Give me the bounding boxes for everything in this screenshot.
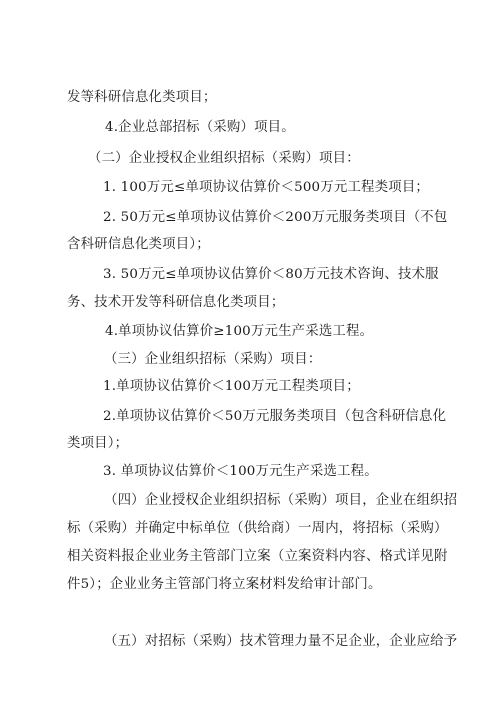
text-line-6: 含科研信息化类项目）；	[67, 237, 210, 252]
text-line-12: 2.单项协议估算价＜50万元服务类项目（包含科研信息化	[103, 409, 447, 424]
heading-section-5: （五）对招标（采购）技术管理力量不足企业，企业应给予	[104, 634, 458, 649]
text-line-16: 标（采购）并确定中标单位（供给商）一周内，将招标（采购）	[67, 521, 448, 536]
heading-section-4: （四）企业授权企业组织招标（采购）项目，企业在组织招	[104, 493, 458, 508]
text-line-5: 2. 50万元≤单项协议估算价＜200万元服务类项目（不包	[103, 210, 448, 225]
heading-section-3: （三）企业组织招标（采购）项目：	[104, 352, 322, 367]
text-line-18: 件5）；企业业务主管部门将立案材料发给审计部门。	[67, 577, 382, 592]
text-line-13: 类项目）；	[67, 436, 129, 451]
text-line-4: 1. 100万元≤单项协议估算价＜500万元工程类项目；	[103, 180, 429, 195]
text-line-11: 1.单项协议估算价＜100万元工程类项目；	[103, 379, 360, 394]
text-line-9: 4.单项协议估算价≥100万元生产采选工程。	[105, 324, 374, 339]
text-line-7: 3. 50万元≤单项协议估算价＜80万元技术咨询、技术服	[103, 267, 439, 282]
heading-section-2: （二）企业授权企业组织招标（采购）项目：	[88, 151, 360, 166]
text-line-14: 3. 单项协议估算价＜100万元生产采选工程。	[103, 464, 378, 479]
text-line-2: 4.企业总部招标（采购）项目。	[105, 120, 295, 135]
text-line-17: 相关资料报企业业务主管部门立案（立案资料内容、格式详见附	[67, 549, 448, 564]
text-line-8: 务、技术开发等科研信息化类项目；	[67, 295, 285, 310]
text-line-1: 发等科研信息化类项目；	[67, 90, 217, 105]
